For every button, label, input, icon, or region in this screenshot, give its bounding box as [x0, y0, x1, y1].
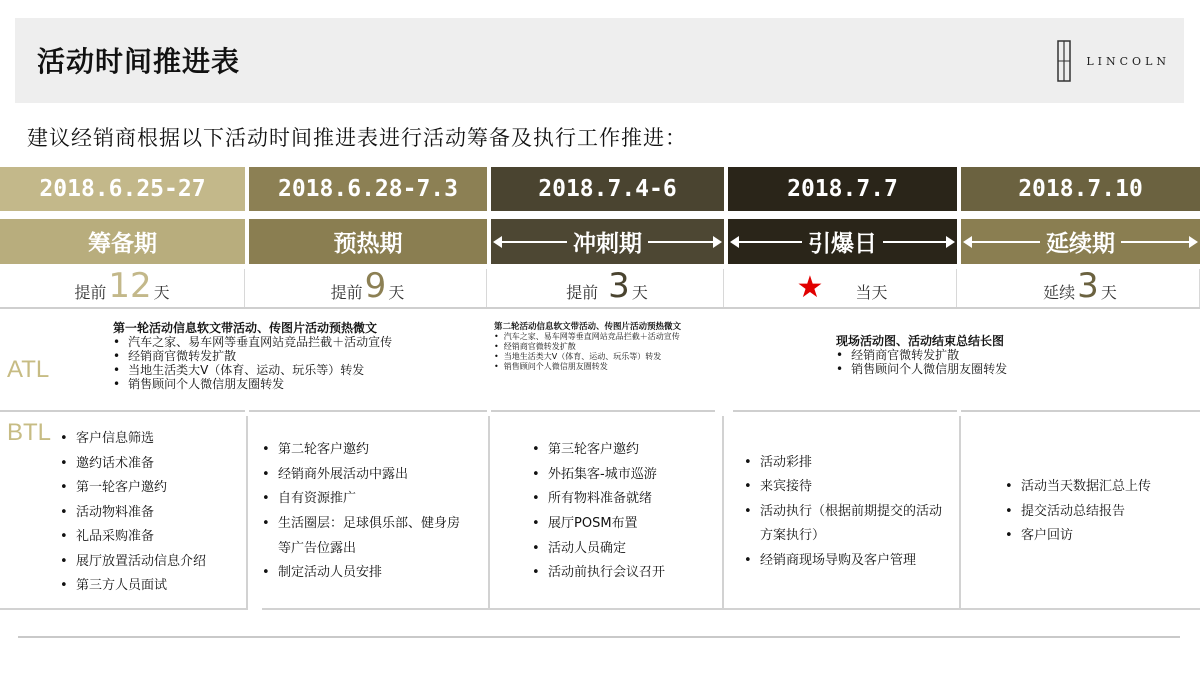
list-item: • 活动当天数据汇总上传 [1005, 475, 1151, 500]
list-item: • 当地生活类大V（体育、运动、玩乐等）转发 [494, 352, 719, 362]
list-item: • 活动彩排 [744, 451, 944, 476]
lead-number: 3 [1077, 266, 1099, 306]
list-item: • 来宾接待 [744, 475, 944, 500]
divider [0, 307, 1200, 309]
btl-column-2 [262, 416, 490, 610]
arrow-right-icon [883, 241, 953, 243]
date-cell-1: 2018.6.25-27 [0, 167, 245, 211]
list-item: • 销售顾问个人微信朋友圈转发 [836, 362, 1007, 376]
divider [733, 410, 957, 412]
list-item: • 展厅放置活动信息介绍 [60, 550, 206, 575]
lead-prefix: 延续 [1043, 283, 1076, 302]
list-item: • 经销商官微转发扩散 [494, 342, 719, 352]
btl-column-5 [961, 416, 1200, 610]
lead-cell-1 [0, 266, 245, 307]
lead-cell-5 [961, 266, 1200, 307]
divider [961, 410, 1200, 412]
date-cell-5: 2018.7.10 [961, 167, 1200, 211]
lead-time-row [0, 266, 1200, 307]
btl-column-4 [724, 416, 961, 610]
lincoln-star-icon [1056, 40, 1072, 82]
atl-block-2 [494, 322, 719, 372]
phase-label-4: 引爆日 [808, 231, 877, 257]
list-item: • 礼品采购准备 [60, 525, 206, 550]
atl-label: ATL [7, 356, 50, 383]
list-item: • 邀约话术准备 [60, 452, 206, 477]
list-item: • 汽车之家、易车网等垂直网站竞品拦截＋活动宣传 [113, 335, 392, 349]
phase-row [0, 219, 1200, 264]
list-item: • 提交活动总结报告 [1005, 500, 1151, 525]
btl-column-1 [60, 416, 248, 610]
list-item: • 客户回访 [1005, 524, 1151, 549]
date-cell-3: 2018.7.4-6 [491, 167, 724, 211]
list-item: • 活动前执行会议召开 [532, 561, 665, 586]
logo-wordmark: LINCOLN [1086, 54, 1170, 68]
lead-cell-2 [249, 266, 487, 307]
lead-number: 12 [108, 266, 152, 306]
lead-suffix: 天 [1100, 283, 1117, 302]
lead-suffix: 天 [388, 283, 405, 302]
list-item: • 活动物料准备 [60, 501, 206, 526]
lead-cell-3 [491, 266, 724, 307]
atl-heading-2: 第二轮活动信息软文带活动、传图片活动预热微文 [494, 322, 682, 332]
lead-prefix: 提前 [74, 283, 107, 302]
atl-block-1 [113, 321, 392, 391]
header-bar [15, 18, 1184, 103]
list-item: • 经销商官微转发扩散 [836, 348, 1007, 362]
lincoln-logo [1056, 40, 1170, 82]
list-item: • 销售顾问个人微信朋友圈转发 [113, 377, 392, 391]
divider [0, 410, 245, 412]
list-item: • 展厅POSM布置 [532, 512, 665, 537]
lead-prefix: 提前 [330, 283, 363, 302]
list-item: • 客户信息筛选 [60, 427, 206, 452]
star-icon: ★ [796, 270, 824, 305]
lead-suffix: 天 [631, 283, 648, 302]
divider [491, 410, 715, 412]
arrow-left-icon [965, 241, 1040, 243]
lead-number: 3 [608, 266, 630, 306]
list-item: • 活动人员确定 [532, 537, 665, 562]
phase-label-3: 冲刺期 [573, 231, 642, 257]
list-item: • 第二轮客户邀约 [262, 438, 467, 463]
atl-block-3 [836, 334, 1007, 376]
phase-label-5: 延续期 [1046, 231, 1115, 257]
list-item: • 生活圈层：足球俱乐部、健身房等广告位露出 [262, 512, 467, 561]
list-item: • 活动执行（根据前期提交的活动方案执行） [744, 500, 944, 549]
arrow-right-icon [648, 241, 720, 243]
arrow-right-icon [1121, 241, 1196, 243]
list-item: • 经销商外展活动中露出 [262, 463, 467, 488]
arrow-left-icon [732, 241, 802, 243]
list-item: • 当地生活类大V（体育、运动、玩乐等）转发 [113, 363, 392, 377]
phase-cell-1: 筹备期 [0, 219, 245, 264]
date-cell-4: 2018.7.7 [728, 167, 957, 211]
list-item: • 外拓集客-城市巡游 [532, 463, 665, 488]
list-item: • 经销商现场导购及客户管理 [744, 549, 944, 574]
list-item: • 所有物料准备就绪 [532, 487, 665, 512]
subtitle: 建议经销商根据以下活动时间推进表进行活动筹备及执行工作推进： [27, 126, 687, 150]
list-item: • 自有资源推广 [262, 487, 467, 512]
btl-label: BTL [7, 419, 52, 446]
list-item: • 第三轮客户邀约 [532, 438, 665, 463]
arrow-left-icon [495, 241, 567, 243]
atl-heading-1: 第一轮活动信息软文带活动、传图片活动预热微文 [113, 321, 378, 335]
phase-cell-5 [961, 219, 1200, 264]
phase-cell-2: 预热期 [249, 219, 487, 264]
lead-prefix: 提前 [566, 283, 599, 302]
list-item: • 销售顾问个人微信朋友圈转发 [494, 362, 719, 372]
btl-column-3 [490, 416, 724, 610]
lead-cell-4 [728, 269, 957, 307]
lead-today: 当天 [855, 283, 888, 302]
lead-number: 9 [364, 266, 387, 306]
page-title: 活动时间推进表 [37, 45, 241, 78]
list-item: • 第三方人员面试 [60, 574, 206, 599]
phase-cell-3 [491, 219, 724, 264]
atl-heading-3: 现场活动图、活动结束总结长图 [836, 334, 1005, 348]
divider [249, 410, 487, 412]
date-row [0, 167, 1200, 211]
list-item: • 汽车之家、易车网等垂直网站竞品拦截＋活动宣传 [494, 332, 719, 342]
lead-suffix: 天 [153, 283, 170, 302]
list-item: • 经销商官微转发扩散 [113, 349, 392, 363]
date-cell-2: 2018.6.28-7.3 [249, 167, 487, 211]
list-item: • 第一轮客户邀约 [60, 476, 206, 501]
list-item: • 制定活动人员安排 [262, 561, 467, 586]
phase-cell-4 [728, 219, 957, 264]
footer-divider [18, 636, 1180, 638]
